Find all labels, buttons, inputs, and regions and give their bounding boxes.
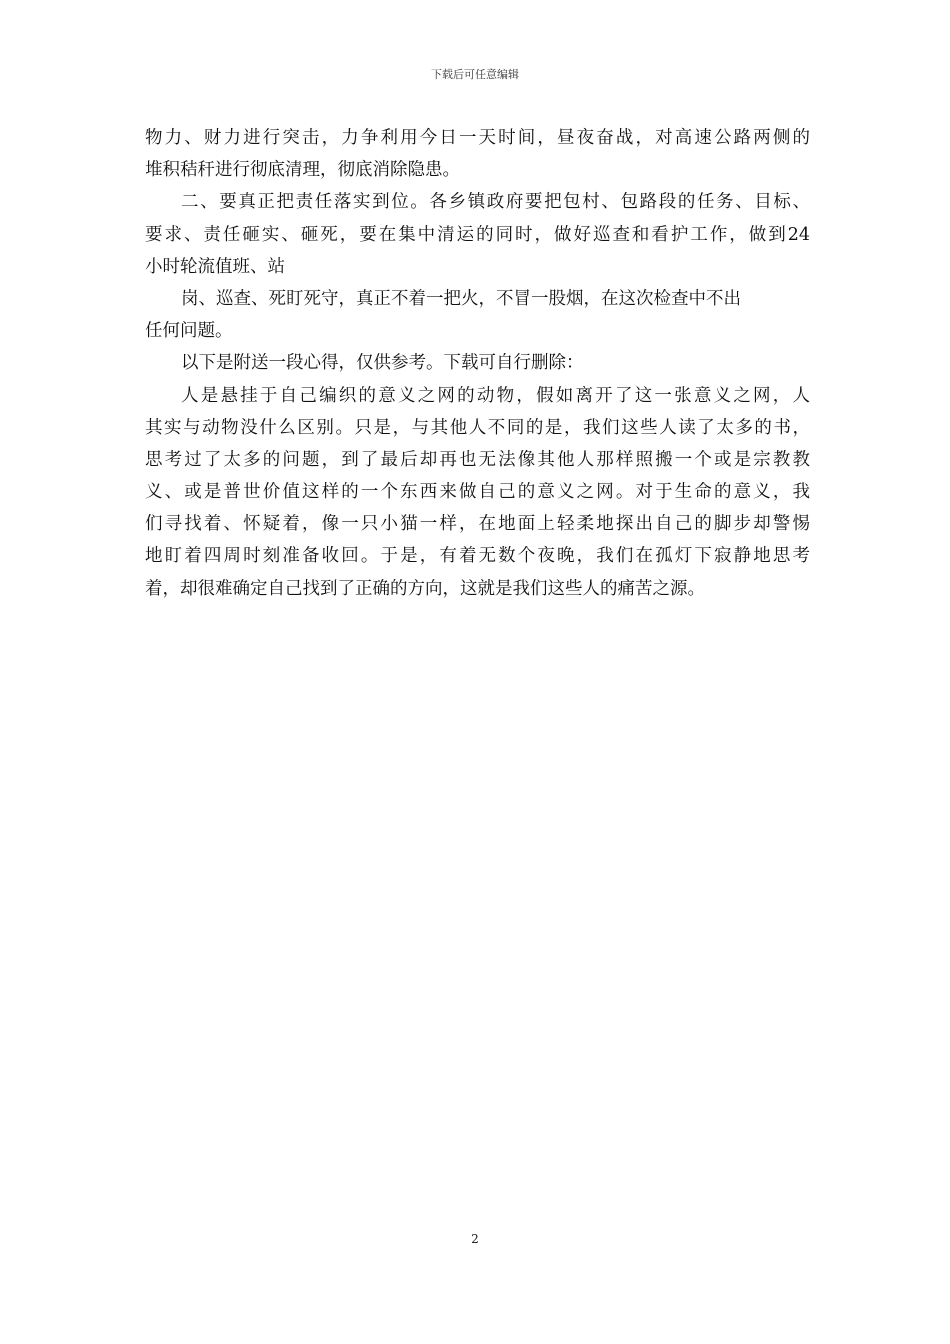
text-line: 地盯着四周时刻准备收回。于是，有着无数个夜晚，我们在孤灯下寂静地思考 xyxy=(145,546,810,567)
text-line: 物力、财力进行突击，力争利用今日一天时间，昼夜奋战，对高速公路两侧的 xyxy=(145,128,810,148)
text-line: 任何问题。 xyxy=(145,321,233,342)
document-body xyxy=(145,122,810,605)
text-line: 人是悬挂于自己编织的意义之网的动物，假如离开了这一张意义之网，人 xyxy=(181,385,810,406)
text-line: 们寻找着、怀疑着，像一只小猫一样，在地面上轻柔地探出自己的脚步却警惕 xyxy=(145,514,810,535)
text-line: 其实与动物没什么区别。只是，与其他人不同的是，我们这些人读了太多的书， xyxy=(145,417,810,438)
text-line: 小时轮流值班、站 xyxy=(145,256,285,277)
text-line: 以下是附送一段心得，仅供参考。下载可自行删除： xyxy=(181,353,584,374)
page-header: 下载后可任意编辑 xyxy=(431,68,519,81)
page-number: 2 xyxy=(471,1232,479,1246)
text-line: 堆积秸秆进行彻底清理，彻底消除隐患。 xyxy=(145,160,460,181)
text-line: 着，却很难确定自己找到了正确的方向，这就是我们这些人的痛苦之源。 xyxy=(145,578,705,599)
text-line: 要求、责任砸实、砸死，要在集中清运的同时，做好巡查和看护工作，做到24 xyxy=(145,224,810,245)
text-line: 岗、巡查、死盯死守，真正不着一把火，不冒一股烟，在这次检查中不出 xyxy=(181,288,741,309)
text-line: 二、要真正把责任落实到位。各乡镇政府要把包村、包路段的任务、目标、 xyxy=(181,192,810,213)
text-line: 义、或是普世价值这样的一个东西来做自己的意义之网。对于生命的意义，我 xyxy=(145,482,810,503)
text-line: 思考过了太多的问题，到了最后却再也无法像其他人那样照搬一个或是宗教教 xyxy=(145,449,810,470)
